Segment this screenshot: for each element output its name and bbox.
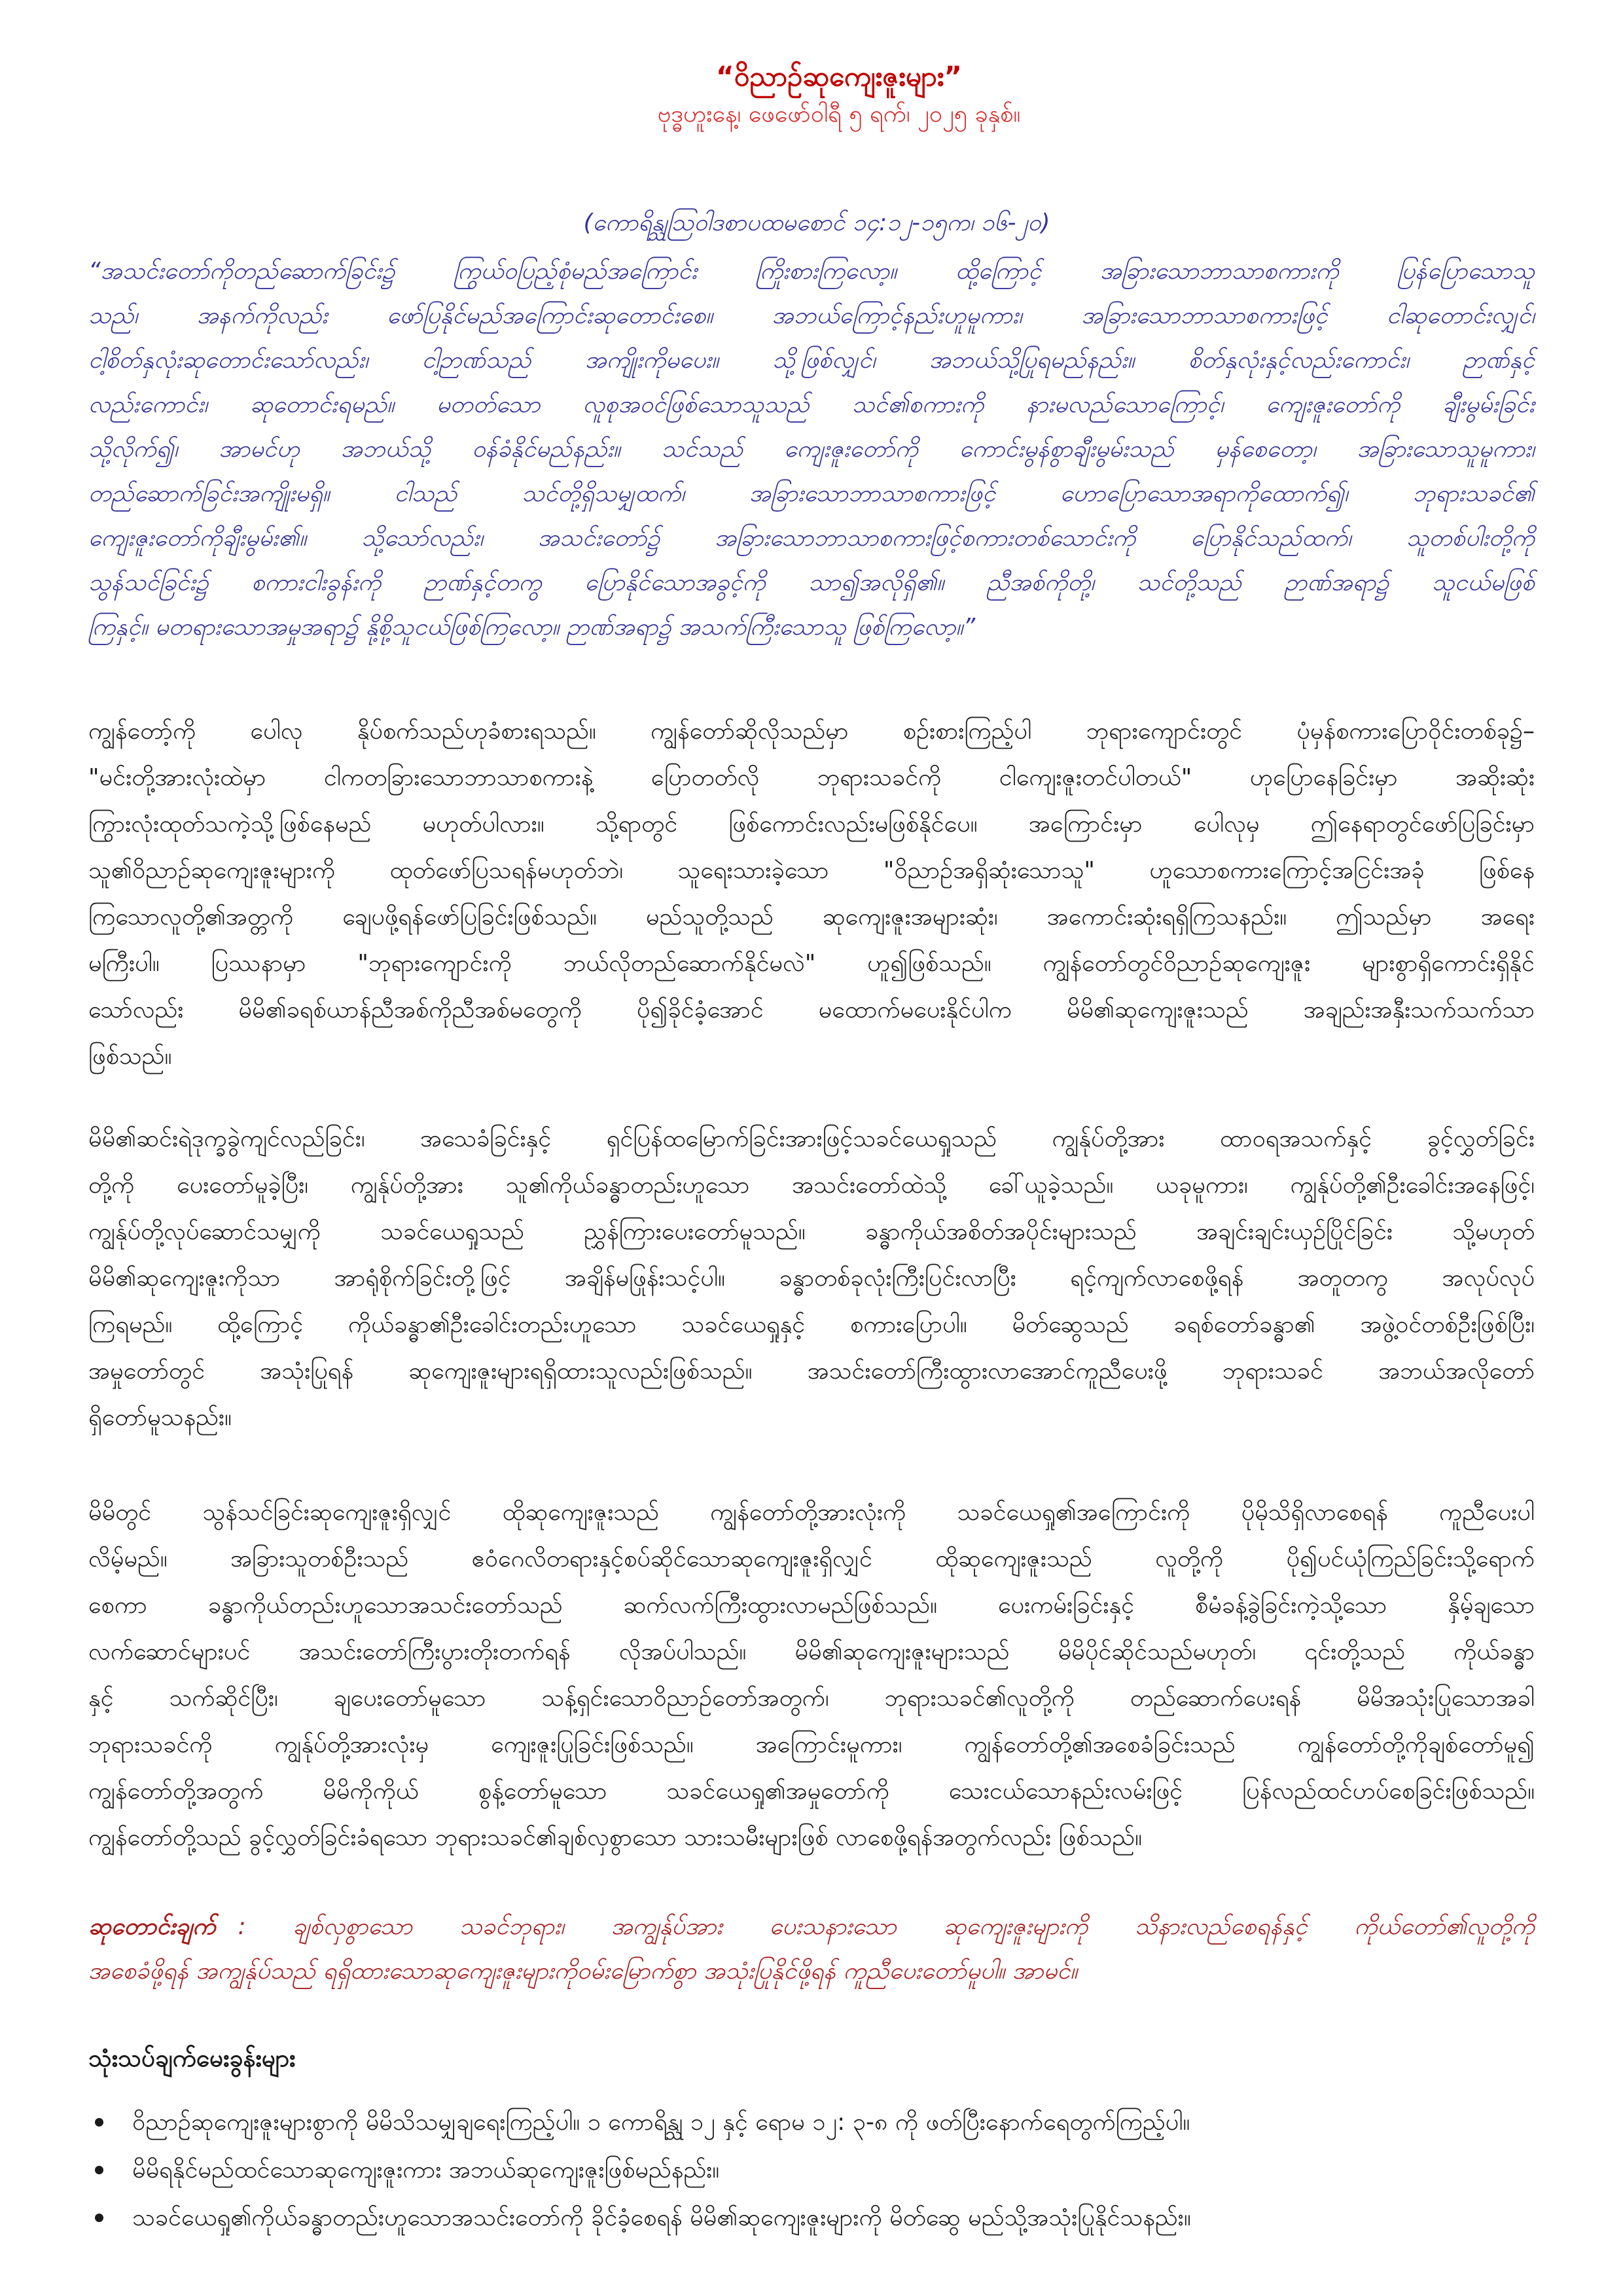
paragraph-line: လက်ဆောင်များပင် အသင်းတော်ကြီးပွားတိုးတက်ရန် လိုအပ်ပါသည်။ မိမိ၏ဆုကျေးဇူးများသည် မိမိပိုင်ဆိုင်သည်မဟုတ်၊ ၎င်းတို့သည် ကိုယ်ခန္ဓာ	[88, 1638, 1535, 1665]
prayer-line	[88, 1905, 1535, 1949]
question-text: သခင်ယေရှု၏ကိုယ်ခန္ဓာတည်းဟူသောအသင်းတော်ကို ခိုင်ခံ့စေရန် မိမိ၏ဆုကျေးဇူးများကို မိတ်ဆွေ မည်သို့အသုံးပြုနိုင်သနည်း။	[132, 2204, 1191, 2231]
paragraph-line: ကျွန်တော့်ကို ပေါလု နိုပ်စက်သည်ဟုခံစားရသည်။ ကျွန်တော်ဆိုလိုသည်မှာ စဉ်းစားကြည့်ပါ ဘုရားကျောင်းတွင် ပုံမှန်စကားပြောဝိုင်းတစ်ခု၌–	[88, 718, 1535, 745]
question-text: ဝိညာဉ်ဆုကျေးဇူးများစွာကို မိမိသိသမျှချရေးကြည့်ပါ။ ၁ ကောရိန္သု ၁၂ နှင့် ရောမ ၁၂: ၃-၈ ကို ဖတ်ပြီးနောက်ရေတွက်ကြည့်ပါ။	[132, 2109, 1190, 2136]
paragraph-line: စေကာ ခန္ဓာကိုယ်တည်းဟူသောအသင်းတော်သည် ဆက်လက်ကြီးထွားလာမည်ဖြစ်သည်။ ပေးကမ်းခြင်းနှင့် စီမံခန့်ခွဲခြင်းကဲ့သို့သော နှိမ့်ချသော	[88, 1592, 1535, 1619]
scripture-line: သို့လိုက်၍၊ အာမင်ဟု အဘယ်သို့ ဝန်ခံနိုင်မည်နည်း။ သင်သည် ကျေးဇူးတော်ကို ကောင်းမွန်စွာချီးမွမ်းသည် မှန်စေတော့၊ အခြားသောသူမူကား၊	[88, 436, 1535, 463]
prayer-text: : ချစ်လှစွာသော သခင်ဘုရား၊ အကျွန်ုပ်အား ပေးသနားသော ဆုကျေးဇူးများကို သိနားလည်စေရန်နှင့် ကိုယ်တော်၏လူတို့ကို	[238, 1913, 1535, 1940]
prayer-section	[88, 1905, 1535, 1994]
question-text: မိမိရနိုင်မည်ထင်သောဆုကျေးဇူးကား အဘယ်ဆုကျေးဇူးဖြစ်မည်နည်း။	[132, 2157, 720, 2183]
scripture-line: သွန်သင်ခြင်း၌ စကားငါးခွန်းကို ဉာဏ်နှင့်တကွ ပြောနိုင်သောအခွင့်ကို သာ၍အလိုရှိ၏။ ညီအစ်ကိုတို့၊ သင်တို့သည် ဉာဏ်အရာ၌ သူငယ်မဖြစ်	[88, 569, 1535, 596]
scripture-line: “အသင်းတော်ကိုတည်ဆောက်ခြင်း၌ ကြွယ်ဝပြည့်စုံမည်အကြောင်း ကြိုးစားကြလော့။ ထို့ကြောင့် အခြားသောဘာသာစကားကို ပြန်ပြောသောသူ	[88, 258, 1535, 285]
paragraph-line: မကြီးပါ။ ပြဿနာမှာ "ဘုရားကျောင်းကို ဘယ်လိုတည်ဆောက်နိုင်မလဲ" ဟူ၍ဖြစ်သည်။ ကျွန်တော်တွင်ဝိညာဉ်ဆုကျေးဇူး များစွာရှိကောင်းရှိနိုင်	[88, 950, 1535, 977]
paragraph-line: အမှုတော်တွင် အသုံးပြုရန် ဆုကျေးဇူးများရရှိထားသူလည်းဖြစ်သည်။ အသင်းတော်ကြီးထွားလာအောင်ကူညီပေးဖို့ ဘုရားသခင် အဘယ်အလိုတော်	[88, 1358, 1535, 1385]
paragraph-line: မိမိတွင် သွန်သင်ခြင်းဆုကျေးဇူးရှိလျှင် ထိုဆုကျေးဇူးသည် ကျွန်တော်တို့အားလုံးကို သခင်ယေရှု၏အကြောင်းကို ပိုမိုသိရှိလာစေရန် ကူညီပေးပါ	[88, 1499, 1535, 1526]
paragraph-line: မိမိ၏ဆုကျေးဇူးကိုသာ အာရုံစိုက်ခြင်းတို့ဖြင့် အချိန်မဖြုန်းသင့်ပါ။ ခန္ဓာတစ်ခုလုံးကြီးပြင်းလာပြီး ရင့်ကျက်လာစေဖို့ရန် အတူတကွ အလုပ်လုပ်	[88, 1265, 1535, 1292]
scripture-line: ကြနှင့်။ မတရားသောအမှုအရာ၌ နို့စို့သူငယ်ဖြစ်ကြလော့။ ဉာဏ်အရာ၌ အသက်ကြီးသောသူ ဖြစ်ကြလော့။”	[88, 614, 976, 641]
paragraph-line: ဖြစ်သည်။	[88, 1043, 172, 1070]
reflection-questions	[88, 2098, 1535, 2242]
paragraph-line: ကျွန်ုပ်တို့လုပ်ဆောင်သမျှကို သခင်ယေရှုသည် ညွှန်ကြားပေးတော်မူသည်။ ခန္ဓာကိုယ်အစိတ်အပိုင်းများသည် အချင်းချင်းယှဉ်ပြိုင်ခြင်း သို့မဟုတ်	[88, 1218, 1535, 1245]
scripture-line: ကျေးဇူးတော်ကိုချီးမွမ်း၏။ သို့သော်လည်း၊ အသင်းတော်၌ အခြားသောဘာသာစကားဖြင့်စကားတစ်သောင်းကို ပြောနိုင်သည်ထက်၊ သူတစ်ပါးတို့ကို	[88, 525, 1535, 552]
date-line: ဗုဒ္ဓဟူးနေ့၊ ဖေဖော်ဝါရီ ၅ ရက်၊ ၂၀၂၅ ခုနှစ်။	[657, 101, 1021, 128]
scripture-reference: (ကောရိန္သုဩဝါဒစာပထမစောင် ၁၄:၁၂-၁၅က၊ ၁၆-၂၀)	[583, 209, 1050, 236]
paragraph-line: ရှိတော်မူသနည်း။	[88, 1404, 232, 1431]
body-paragraph	[88, 1116, 1535, 1441]
scripture-line: ငါ့စိတ်နှလုံးဆုတောင်းသော်လည်း၊ ငါ့ဉာဏ်သည် အကျိုးကိုမပေး။ သို့ဖြစ်လျှင်၊ အဘယ်သို့ပြုရမည်နည်း။ စိတ်နှလုံးနှင့်လည်းကောင်း၊ ဉာဏ်နှင့်	[88, 347, 1535, 374]
paragraph-line: ကျွန်တော်တို့သည် ခွင့်လွှတ်ခြင်းခံရသော ဘုရားသခင်၏ချစ်လှစွာသော သားသမီးများဖြစ် လာစေဖို့ရန်အတွက်လည်း ဖြစ်သည်။	[88, 1824, 1142, 1851]
prayer-line: အစေခံဖို့ရန် အကျွန်ုပ်သည် ရရှိထားသောဆုကျေးဇူးများကိုဝမ်းမြောက်စွာ အသုံးပြုနိုင်ဖို့ရန် ကူညီပေးတော်မူပါ။ အာမင်။	[88, 1958, 1078, 1985]
paragraph-line: သော်လည်း မိမိ၏ခရစ်ယာန်ညီအစ်ကိုညီအစ်မတွေကို ပို၍ခိုင်ခံ့အောင် မထောက်မပေးနိုင်ပါက မိမိ၏ဆုကျေးဇူးသည် အချည်းအနှီးသက်သက်သာ	[88, 997, 1535, 1023]
page-title: “ဝိညာဉ်ဆုကျေးဇူးများ”	[716, 60, 962, 92]
paragraph-line: ဘုရားသခင်ကို ကျွန်ုပ်တို့အားလုံးမှ ကျေးဇူးပြုခြင်းဖြစ်သည်။ အကြောင်းမူကား၊ ကျွန်တော်တို့၏အစေခံခြင်းသည် ကျွန်တော်တို့ကိုချစ်တော်မူ၍	[88, 1731, 1535, 1758]
paragraph-line: လိမ့်မည်။ အခြားသူတစ်ဦးသည် ဧဝံဂေလိတရားနှင့်စပ်ဆိုင်သောဆုကျေးဇူးရှိလျှင် ထိုဆုကျေးဇူးသည် လူတို့ကို ပို၍ပင်ယုံကြည်ခြင်းသို့ရောက်	[88, 1545, 1535, 1572]
bullet-icon	[95, 2118, 103, 2127]
list-item	[88, 2146, 1535, 2194]
paragraph-line: "မင်းတို့အားလုံးထဲမှာ ငါကတခြားသောဘာသာစကားနဲ့ ပြောတတ်လို ဘုရားသခင်ကို ငါကျေးဇူးတင်ပါတယ်" ဟုပြောနေခြင်းမှာ အဆိုးဆုံး	[88, 764, 1535, 791]
paragraph-line: ကြွားလုံးထုတ်သကဲ့သို့ဖြစ်နေမည် မဟုတ်ပါလား။ သို့ရာတွင် ဖြစ်ကောင်းလည်းမဖြစ်နိုင်ပေ။ အကြောင်းမှာ ပေါလုမှ ဤနေရာတွင်ဖော်ပြခြင်းမှာ	[88, 811, 1535, 838]
scripture-line: သည်၊ အနက်ကိုလည်း ဖော်ပြနိုင်မည်အကြောင်းဆုတောင်းစေ။ အဘယ်ကြောင့်နည်းဟူမူကား၊ အခြားသောဘာသာစကားဖြင့် ငါဆုတောင်းလျှင်၊	[88, 302, 1535, 329]
paragraph-line: မိမိ၏ဆင်းရဲဒုက္ခခွဲကျင်လည်ခြင်း၊ အသေခံခြင်းနှင့် ရှင်ပြန်ထမြောက်ခြင်းအားဖြင့်သခင်ယေရှုသည် ကျွန်ုပ်တို့အား ထာဝရအသက်နှင့် ခွင့်လွှတ်ခြင်း	[88, 1125, 1535, 1152]
scripture-passage	[88, 249, 1535, 650]
body-paragraph	[88, 708, 1535, 1080]
paragraph-line: ကျွန်တော်တို့အတွက် မိမိကိုကိုယ် စွန့်တော်မူသော သခင်ယေရှု၏အမှုတော်ကို သေးငယ်သောနည်းလမ်းဖြင့် ပြန်လည်ထင်ဟပ်စေခြင်းဖြစ်သည်။	[88, 1778, 1535, 1805]
reflection-heading: သုံးသပ်ချက်မေးခွန်းများ	[88, 2044, 296, 2072]
paragraph-line: သူ၏ဝိညာဉ်ဆုကျေးဇူးများကို ထုတ်ဖော်ပြသရန်မဟုတ်ဘဲ၊ သူရေးသားခဲ့သော "ဝိညာဉ်အရှိဆုံးသောသူ" ဟူသောစကားကြောင့်အငြင်းအခုံ ဖြစ်နေ	[88, 857, 1535, 884]
list-item	[88, 2194, 1535, 2242]
scripture-line: တည်ဆောက်ခြင်းအကျိုးမရှိ။ ငါသည် သင်တို့ရှိသမျှထက်၊ အခြားသောဘာသာစကားဖြင့် ဟောပြောသောအရာကိုထောက်၍၊ ဘုရားသခင်၏	[88, 480, 1535, 507]
paragraph-line: ကြသောလူတို့၏အတ္တကို ချေပဖို့ရန်ဖော်ပြခြင်းဖြစ်သည်။ မည်သူတို့သည် ဆုကျေးဇူးအများဆုံး၊ အကောင်းဆုံးရရှိကြသနည်း။ ဤသည်မှာ အရေး	[88, 904, 1535, 930]
list-item	[88, 2098, 1535, 2146]
scripture-line: လည်းကောင်း၊ ဆုတောင်းရမည်။ မတတ်သော လူစုအဝင်ဖြစ်သောသူသည် သင်၏စကားကို နားမလည်သောကြောင့်၊ ကျေးဇူးတော်ကို ချီးမွမ်းခြင်း	[88, 391, 1535, 418]
paragraph-line: တို့ကို ပေးတော်မူခဲ့ပြီး၊ ကျွန်ုပ်တို့အား သူ၏ကိုယ်ခန္ဓာတည်းဟူသော အသင်းတော်ထဲသို့ ခေါ်ယူခဲ့သည်။ ယခုမူကား၊ ကျွန်ုပ်တို့၏ဦးခေါင်းအနေဖြင့်၊	[88, 1172, 1535, 1199]
bullet-icon	[95, 2166, 103, 2174]
paragraph-line: ကြရမည်။ ထို့ကြောင့် ကိုယ်ခန္ဓာ၏ဦးခေါင်းတည်းဟူသော သခင်ယေရှုနှင့် စကားပြောပါ။ မိတ်ဆွေသည် ခရစ်တော်ခန္ဓာ၏ အဖွဲ့ဝင်တစ်ဦးဖြစ်ပြီး၊	[88, 1311, 1535, 1338]
prayer-label: ဆုတောင်းချက်	[88, 1913, 216, 1940]
bullet-icon	[95, 2214, 103, 2222]
body-paragraph	[88, 1489, 1535, 1861]
paragraph-line: နှင့် သက်ဆိုင်ပြီး၊ ချပေးတော်မူသော သန့်ရှင်းသောဝိညာဉ်တော်အတွက်၊ ဘုရားသခင်၏လူတို့ကို တည်ဆောက်ပေးရန် မိမိအသုံးပြုသောအခါ	[88, 1685, 1535, 1712]
